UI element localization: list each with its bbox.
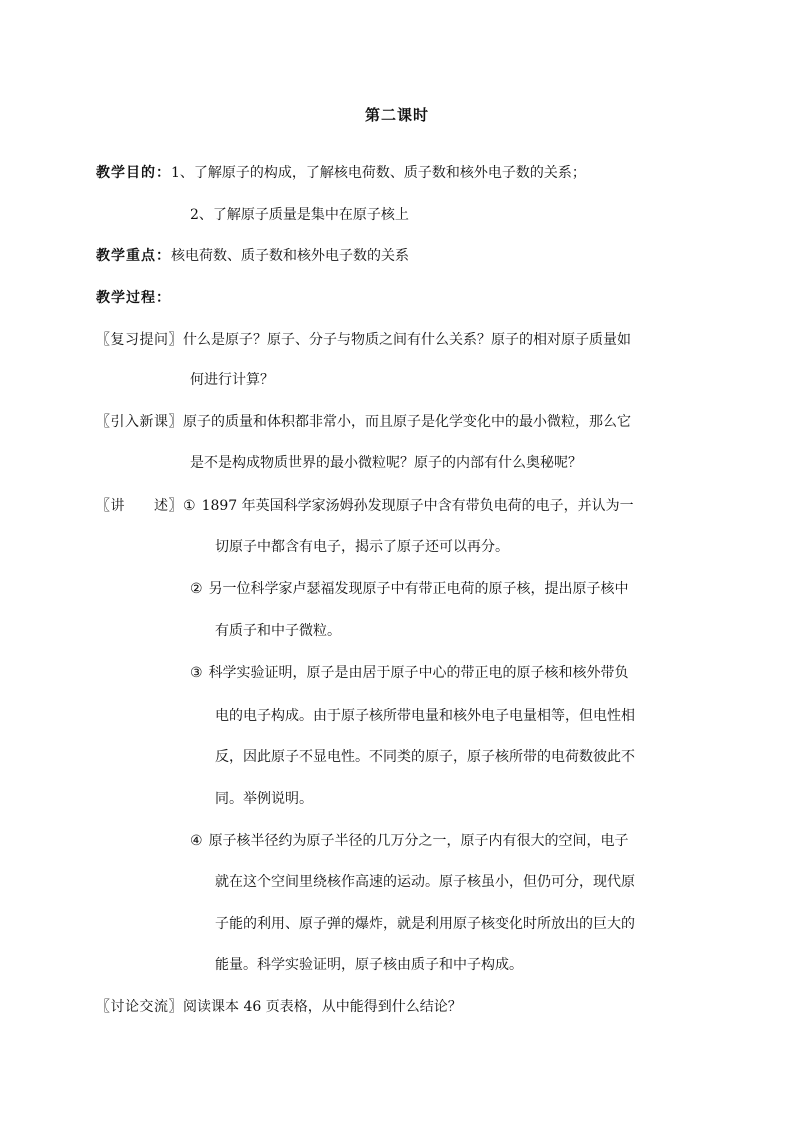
key-points-label: 教学重点： xyxy=(96,248,171,264)
lecture-point-2-line-1: 另一位科学家卢瑟福发现原子中有带正电荷的原子核，提出原子核中 xyxy=(208,581,629,597)
discussion-text: 阅读课本 46 页表格，从中能得到什么结论？ xyxy=(183,999,462,1015)
lecture-point-4 xyxy=(190,831,629,851)
lecture-point-3-line-3: 反，因此原子不显电性。不同类的原子，原子核所带的电荷数彼此不 xyxy=(215,749,635,765)
review-line-2: 何进行计算？ xyxy=(190,372,274,388)
review-label: 〖复习提问〗 xyxy=(96,332,183,348)
lecture-point-2-line-2: 有质子和中子微粒。 xyxy=(215,623,341,639)
objective-item-1: 1、了解原子的构成，了解核电荷数、质子数和核外电子数的关系； xyxy=(171,165,586,181)
lecture-point-4-number: ④ xyxy=(190,833,203,849)
lecture-point-2-number: ② xyxy=(190,581,203,597)
page-title: 第二课时 xyxy=(364,106,429,124)
lecture-point-4-line-2: 就在这个空间里绕核作高速的运动。原子核虽小，但仍可分，现代原 xyxy=(215,874,635,890)
process-label: 教学过程： xyxy=(96,290,171,306)
objective-item-2: 2、了解原子质量是集中在原子核上 xyxy=(190,207,409,223)
objectives-row xyxy=(96,163,586,183)
intro-line-1: 原子的质量和体积都非常小，而且原子是化学变化中的最小微粒，那么它 xyxy=(183,414,631,430)
lecture-point-4-line-1: 原子核半径约为原子半径的几万分之一，原子内有很大的空间，电子 xyxy=(208,833,629,849)
review-row xyxy=(96,330,631,350)
lecture-row xyxy=(96,496,634,516)
lecture-point-1-line-1: 1897 年英国科学家汤姆孙发现原子中含有带负电荷的电子，并认为一 xyxy=(201,498,634,514)
discussion-row xyxy=(96,997,462,1017)
intro-line-2: 是不是构成物质世界的最小微粒呢？原子的内部有什么奥秘呢？ xyxy=(190,455,582,471)
lecture-point-4-line-4: 能量。科学实验证明，原子核由质子和中子构成。 xyxy=(215,957,523,973)
lecture-point-2 xyxy=(190,579,629,599)
lecture-point-4-line-3: 子能的利用、原子弹的爆炸，就是利用原子核变化时所放出的巨大的 xyxy=(215,916,635,932)
lecture-point-3-line-1: 科学实验证明，原子是由居于原子中心的带正电的原子核和核外带负 xyxy=(208,665,629,681)
lecture-label: 〖讲 述〗 xyxy=(96,498,183,514)
key-points-text: 核电荷数、质子数和核外电子数的关系 xyxy=(171,248,409,264)
lecture-point-3-line-2: 电的电子构成。由于原子核所带电量和核外电子电量相等，但电性相 xyxy=(215,708,635,724)
review-line-1: 什么是原子？原子、分子与物质之间有什么关系？原子的相对原子质量如 xyxy=(183,332,631,348)
intro-row xyxy=(96,412,631,432)
lecture-point-3 xyxy=(190,663,629,683)
key-points-row xyxy=(96,246,409,266)
intro-label: 〖引入新课〗 xyxy=(96,414,183,430)
lecture-point-1-line-2: 切原子中都含有电子，揭示了原子还可以再分。 xyxy=(215,539,509,555)
lecture-point-3-number: ③ xyxy=(190,665,203,681)
lecture-point-1-number: ① xyxy=(183,498,196,514)
lecture-point-3-line-4: 同。举例说明。 xyxy=(215,791,313,807)
objectives-label: 教学目的： xyxy=(96,165,171,181)
discussion-label: 〖讨论交流〗 xyxy=(96,999,183,1015)
